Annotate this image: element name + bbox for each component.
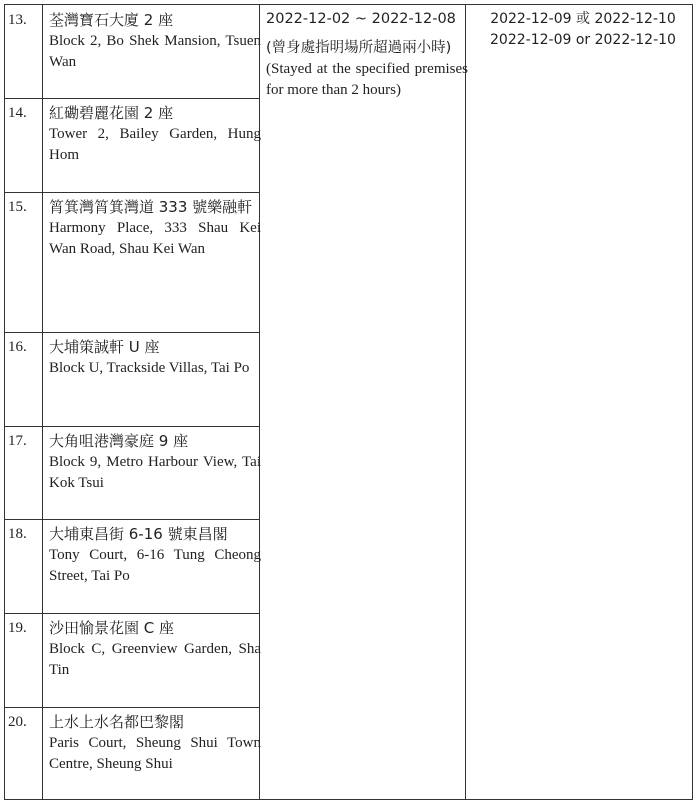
premises-name-english: Tony Court, 6-16 Tung Cheong Street, Tai Po	[49, 547, 261, 584]
premises-name-chinese: 大角咀港灣豪庭 9 座	[49, 432, 189, 450]
column-divider	[42, 5, 43, 799]
row-number: 16.	[8, 339, 27, 355]
premises-name-chinese: 大埔策誠軒 U 座	[49, 338, 160, 356]
premises-name-chinese: 大埔東昌街 6-16 號東昌閣	[49, 525, 228, 543]
row-number: 13.	[8, 12, 27, 28]
row-number: 19.	[8, 620, 27, 636]
premises-name-chinese: 紅磡碧麗花園 2 座	[49, 104, 174, 122]
row-number: 14.	[8, 105, 27, 121]
date-note-english: (Stayed at the specified premises for more than 2 hours)	[266, 61, 468, 98]
premises-name-english: Harmony Place, 333 Shau Kei Wan Road, Shau Kei Wan	[49, 220, 261, 257]
premises-name-chinese: 筲箕灣筲箕灣道 333 號樂融軒	[49, 198, 253, 216]
row-divider	[5, 707, 260, 708]
premises-cell	[49, 337, 261, 379]
row-number: 20.	[8, 714, 27, 730]
date-range: 2022-12-02 ~ 2022-12-08	[266, 11, 456, 27]
premises-cell	[49, 618, 261, 681]
premises-cell	[49, 103, 261, 166]
premises-name-chinese: 荃灣寶石大廈 2 座	[49, 11, 174, 29]
testing-date-english: 2022-12-09 or 2022-12-10	[490, 32, 676, 48]
row-divider	[5, 98, 260, 99]
premises-cell	[49, 10, 261, 73]
premises-name-chinese: 上水上水名都巴黎閣	[49, 713, 185, 731]
testing-date-chinese: 2022-12-09 或 2022-12-10	[490, 11, 676, 27]
row-divider	[5, 613, 260, 614]
premises-cell	[49, 524, 261, 587]
premises-name-english: Block 2, Bo Shek Mansion, Tsuen Wan	[49, 33, 261, 70]
premises-name-english: Block C, Greenview Garden, Sha Tin	[49, 641, 261, 678]
row-number: 15.	[8, 199, 27, 215]
row-divider	[5, 519, 260, 520]
premises-name-english: Block U, Trackside Villas, Tai Po	[49, 360, 250, 376]
premises-name-english: Block 9, Metro Harbour View, Tai Kok Tsui	[49, 454, 261, 491]
testing-date-cell	[472, 9, 694, 51]
premises-cell	[49, 197, 261, 260]
premises-name-chinese: 沙田愉景花園 C 座	[49, 619, 175, 637]
premises-name-english: Tower 2, Bailey Garden, Hung Hom	[49, 126, 261, 163]
row-number: 17.	[8, 433, 27, 449]
premises-table	[4, 4, 693, 800]
row-divider	[5, 332, 260, 333]
premises-cell	[49, 431, 261, 494]
row-divider	[5, 192, 260, 193]
premises-cell	[49, 712, 261, 775]
premises-name-english: Paris Court, Sheung Shui Town Centre, Sheung Shui	[49, 735, 261, 772]
column-divider	[465, 5, 466, 799]
row-number: 18.	[8, 526, 27, 542]
row-divider	[5, 426, 260, 427]
specified-date-cell	[266, 9, 468, 101]
date-note-chinese: (曾身處指明場所超過兩小時)	[266, 40, 452, 56]
